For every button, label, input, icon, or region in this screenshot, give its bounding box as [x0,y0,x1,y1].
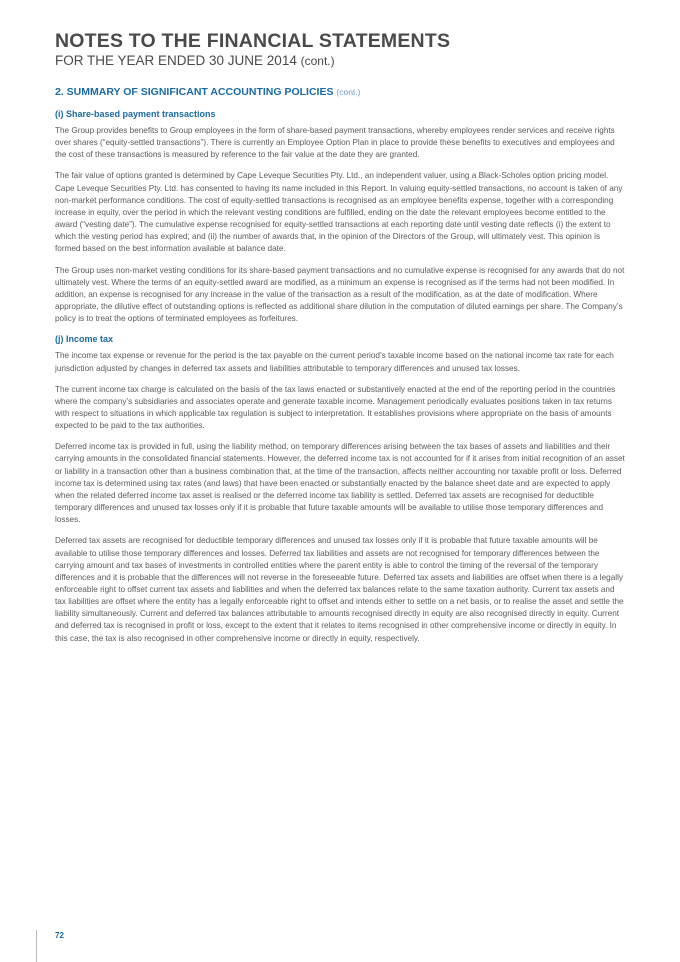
margin-rule [36,930,37,962]
page-subtitle [55,53,625,69]
share-based-paragraph-3: The Group uses non-market vesting conditions for its share-based payment transactions and no cumulative expense is recognised for any awards that do not ultimately vest. Where the terms of an equity-settled award are modified, as a minimum an expense is recognised as if the terms had not been modified. In addition, an expense is recognised for any increase in the value of the transaction as a result of the modification, as at the date of modification. Where appropriate, the dilutive effect of outstanding options is reflected as additional share dilution in the computation of diluted earnings per share. The Company’s policy is to treat the options of terminated employees as forfeitures. [55,265,625,324]
income-tax-heading: (j) Income tax [55,334,114,345]
page-title: NOTES TO THE FINANCIAL STATEMENTS [55,30,451,52]
share-based-paragraph-1: The Group provides benefits to Group employees in the form of share-based payment transactions, whereby employees render services and receive rights over shares (“equity-settled transactions”). There is currently an Employee Option Plan in place to provide these benefits to executives and employees and the cost of these transactions is measured by reference to the fair value at the date they are granted. [55,126,615,160]
page-number: 72 [55,931,64,940]
section-heading-cont: (cont.) [336,87,361,97]
share-based-heading: (i) Share-based payment transactions [55,109,216,119]
subtitle-text: FOR THE YEAR ENDED 30 JUNE 2014 [55,53,297,68]
income-tax-paragraph-1: The income tax expense or revenue for the period is the tax payable on the current period’s taxable income based on the national income tax rate for each jurisdiction adjusted by changes in deferred tax assets and liabilities attributable to temporary differences and unused tax losses. [55,351,614,373]
subtitle-cont: (cont.) [300,54,335,68]
share-based-paragraph-2: The fair value of options granted is determined by Cape Leveque Securities Pty. Ltd., an independent valuer, using a Black-Scholes option pricing model. Cape Leveque Securities Pty. Ltd. has consented to having its name included in this Report. In valuing equity-settled transactions, no account is taken of any non-market performance conditions. The cost of equity-settled transactions is recognised as an employee benefits expense, together with a corresponding increase in equity, over the period in which the relevant vesting conditions are fulfilled, ending on the date the relevant employees become entitled to the award (“vesting date”). The cumulative expense recognised for equity-settled transactions at each reporting date until vesting date reflects (i) the extent to which the vesting period has expired; and (ii) the number of awards that, in the opinion of the Directors of the Group, will ultimately vest. This opinion is formed based on the best information available at balance date. [55,171,623,254]
income-tax-paragraph-4: Deferred tax assets are recognised for deductible temporary differences and unused tax losses only if it is probable that future taxable amounts will be available to utilise those temporary differences and losses. Deferred tax liabilities and assets are not recognised for temporary differences between the carrying amount and tax bases of investments in controlled entities where the parent entity is able to control the timing of the reversal of the temporary differences and it is probable that the differences will not reverse in the foreseeable future. Deferred tax assets and liabilities are offset when there is a legally enforceable right to offset current tax assets and liabilities and when the deferred tax balances relate to the same taxation authority. Current tax assets and tax liabilities are offset where the entity has a legally enforceable right to offset and intends either to settle on a net basis, or to realise the asset and settle the liability simultaneously. Current and deferred tax balances attributable to amounts recognised directly in equity are also recognised directly in equity. Current and deferred tax is recognised in profit or loss, except to the extent that it relates to items recognised in other comprehensive income or directly in equity. In this case, the tax is also recognised in other comprehensive income or directly in equity, respectively. [55,536,624,643]
income-tax-paragraph-3: Deferred income tax is provided in full, using the liability method, on temporary differences arising between the tax bases of assets and liabilities and their carrying amounts in the consolidated financial statements. However, the deferred income tax is not accounted for if it arises from initial recognition of an asset or liability in a transaction other than a business combination that, at the time of the transaction, affects neither accounting nor taxable profit or loss. Deferred income tax is determined using tax rates (and laws) that have been enacted or substantially enacted by the balance sheet date and are expected to apply when the related deferred income tax asset is realised or the deferred income tax liability is settled. Deferred tax assets are recognised for deductible temporary differences and unused tax losses only if it is probable that future taxable amounts will be available to utilise those temporary differences and losses. [55,442,625,525]
section-heading-text: 2. SUMMARY OF SIGNIFICANT ACCOUNTING POLICIES [55,86,334,98]
income-tax-paragraph-2: The current income tax charge is calculated on the basis of the tax laws enacted or substantively enacted at the end of the reporting period in the countries where the company’s subsidiaries and associates operate and generate taxable income. Management periodically evaluates positions taken in tax returns with respect to situations in which applicable tax regulation is subject to interpretation. It establishes provisions where appropriate on the basis of amounts expected to be paid to the tax authorities. [55,384,616,431]
page-content [55,30,625,645]
section-heading [55,86,625,99]
